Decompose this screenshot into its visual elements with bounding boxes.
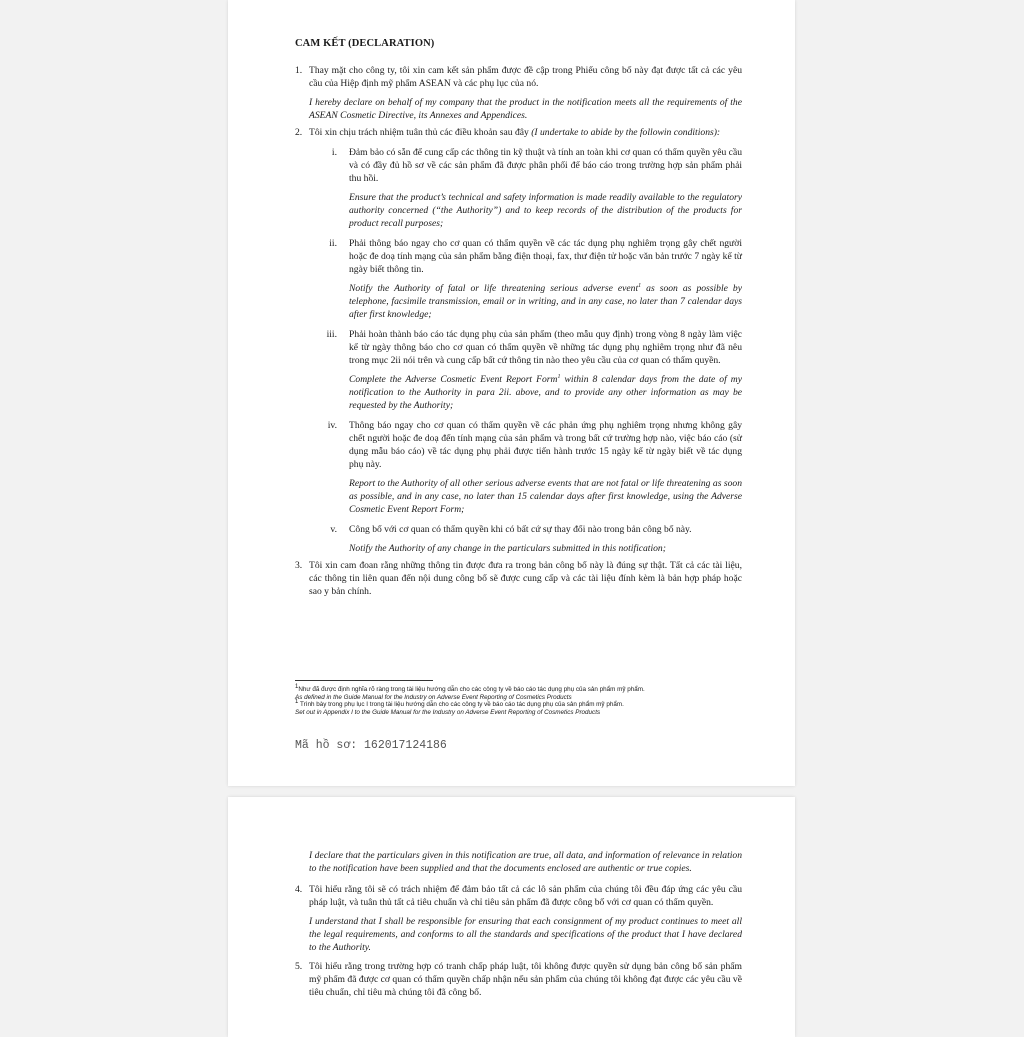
footnote-2-en: Set out in Appendix I to the Guide Manual for the Industry on Adverse Event Reporting of Cosmetics Products	[295, 708, 601, 716]
sub-item-text-vi: Đảm bảo có sẵn để cung cấp các thông tin kỹ thuật và tính an toàn khi cơ quan có thẩm quyền yêu cầu và có đầy đủ hồ sơ về các sản phẩm đã được phân phối để báo cáo trong trường hợp sản phẩm phải thu hồi.	[349, 147, 742, 184]
declaration-item-3-en	[295, 849, 742, 875]
sub-item-v	[309, 523, 742, 555]
sub-item-text-en: Notify the Authority of any change in the particulars submitted in this notification;	[349, 543, 666, 554]
footnote-marker: 1	[295, 699, 299, 706]
footnotes	[295, 683, 742, 716]
sub-item-text-vi: Công bố với cơ quan có thẩm quyền khi có bất cứ sự thay đổi nào trong bản công bố này.	[349, 524, 692, 535]
sub-item-number: iv.	[327, 420, 337, 431]
sub-item-text-vi: Phải hoàn thành báo cáo tác dụng phụ của sản phẩm (theo mẫu quy định) trong vòng 8 ngày làm việc kể từ ngày thông báo cho cơ quan có thẩm quyền về những tác dụng phụ nghiêm trọng như đã nêu trong mục 2ii nói trên và cung cấp bất cứ thông tin nào theo yêu cầu của cơ quan có thẩm quyền.	[349, 329, 742, 366]
item-number: 4.	[295, 884, 303, 895]
footnote-divider	[295, 680, 433, 681]
item-text-vi: Tôi hiểu rằng tôi sẽ có trách nhiệm để đảm bảo tất cả các lô sản phẩm của chúng tôi đều đáp ứng các yêu cầu pháp luật, và tuân thủ tất cả tiêu chuẩn và chỉ tiêu sản phẩm đã được công bố với cơ quan có thẩm quyền.	[309, 884, 742, 908]
item-text-en: I understand that I shall be responsible for ensuring that each consignment of my product continues to meet all the legal requirements, and conforms to all the standards and specifications of the product that I have declared to the Authority.	[309, 916, 742, 953]
document-page-2	[228, 797, 795, 1037]
sub-item-iv	[309, 419, 742, 516]
footnote-marker: 1	[638, 282, 642, 289]
item-text-vi: Tôi xin cam đoan rằng những thông tin được đưa ra trong bản công bố này là đúng sự thật. Tất cả các tài liệu, các thông tin liên quan đến nội dung công bố sẽ được cung cấp và các tài liệu đính kèm là bản hợp pháp hoặc sao y bản chính.	[309, 560, 742, 597]
footnote-text: Trình bày trong phụ lục I trong tài liệu hướng dẫn cho các công ty về báo cáo tác dụng phụ của sản phẩm mỹ phẩm.	[298, 701, 624, 709]
text-segment: within 8 calendar days from the date of my notification to the Authority in para 2ii. above, and to provide any other information as may be requested by the Authority;	[349, 374, 742, 411]
declaration-item-5	[295, 960, 742, 999]
sub-item-text-en: Report to the Authority of all other serious adverse events that are not fatal or life threatening as soon as possible, and in any case, no later than 15 calendar days after first knowledge, using the Adverse Cosmetic Event Report Form;	[349, 478, 742, 515]
text-segment: Notify the Authority of fatal or life threatening serious adverse event	[349, 283, 639, 294]
declaration-item-1	[295, 64, 742, 122]
sub-item-text-en	[349, 282, 742, 321]
footnote-2-vi	[295, 701, 742, 709]
sub-item-i	[309, 146, 742, 230]
text-segment: as soon as possible by telephone, facsimile transmission, email or in writing, and in any case, no later than 7 calendar days after first knowledge;	[349, 283, 742, 320]
sub-item-text-en: Ensure that the product’s technical and safety information is made readily available to the regulatory authority concerned (“the Authority”) and to keep records of the distribution of the products for product recall purposes;	[349, 192, 742, 229]
footnote-marker: 1	[295, 683, 299, 690]
page-title: CAM KẾT (DECLARATION)	[295, 38, 435, 49]
sub-item-number: ii.	[329, 238, 337, 249]
declaration-body-continued	[295, 849, 742, 1005]
sub-item-number: iii.	[326, 329, 337, 340]
sub-item-number: v.	[330, 524, 337, 535]
item-number: 3.	[295, 560, 303, 571]
text-segment: Complete the Adverse Cosmetic Event Report Form	[349, 374, 558, 385]
footnote-1-vi	[295, 683, 742, 694]
sub-item-text-en	[349, 373, 742, 412]
item-text-en: I declare that the particulars given in this notification are true, all data, and information of relevance in relation to the notification have been supplied and that the documents enclosed are authentic or true copies.	[309, 850, 742, 874]
declaration-body	[295, 38, 742, 602]
item-text-vi: Tôi hiểu rằng trong trường hợp có tranh chấp pháp luật, tôi không được quyền sử dụng bản công bố sản phẩm mỹ phẩm đã được cơ quan có thẩm quyền chấp nhận nếu sản phẩm của chúng tôi không đạt được các yêu cầu về tiêu chuẩn, chỉ tiêu mà chúng tôi đã công bố.	[309, 961, 742, 998]
document-page-1	[228, 0, 795, 786]
record-id: Mã hồ sơ: 162017124186	[295, 739, 447, 752]
item-intro	[309, 126, 742, 139]
footnote-text: Như đã được định nghĩa rõ ràng trong tài liệu hướng dẫn cho các công ty về báo cáo tác dụng phụ của sản phẩm mỹ phẩm.	[298, 686, 645, 693]
item-intro-vi: Tôi xin chịu trách nhiệm tuân thủ các điều khoản sau đây	[309, 127, 532, 138]
footnote-1-en: As defined in the Guide Manual for the Industry on Adverse Event Reporting of Cosmetics Products	[295, 693, 572, 701]
sub-item-number: i.	[331, 147, 337, 158]
item-text-vi: Thay mặt cho công ty, tôi xin cam kết sản phẩm được đề cập trong Phiếu công bố này đạt được tất cả các yêu cầu của Hiệp định mỹ phẩm ASEAN và các phụ lục của nó.	[309, 65, 742, 89]
declaration-item-3	[295, 559, 742, 598]
sub-item-iii	[309, 328, 742, 412]
item-intro-en: (I undertake to abide by the followin conditions):	[531, 127, 721, 138]
sub-item-text-vi: Phải thông báo ngay cho cơ quan có thẩm quyền về các tác dụng phụ nghiêm trọng gây chết người hoặc đe doạ tính mạng của sản phẩm bằng điện thoại, fax, thư điện tử hoặc văn bản trước 7 ngày kể từ ngày biết thông tin.	[349, 238, 742, 275]
sub-item-ii	[309, 237, 742, 321]
declaration-item-2	[295, 126, 742, 555]
item-number: 2.	[295, 127, 303, 138]
sub-item-text-vi: Thông báo ngay cho cơ quan có thẩm quyền về các phản ứng phụ nghiêm trọng nhưng không gây chết người hoặc đe doạ đến tính mạng của sản phẩm và trong bất cứ trường hợp nào, việc báo cáo (sử dụng mẫu báo cáo) về tác dụng phụ phải được tiến hành trước 15 ngày kể từ ngày biết về tác dụng phụ này.	[349, 420, 742, 470]
item-number: 5.	[295, 961, 303, 972]
item-number: 1.	[295, 65, 303, 76]
item-text-en: I hereby declare on behalf of my company that the product in the notification meets all the requirements of the ASEAN Cosmetic Directive, its Annexes and Appendices.	[309, 97, 742, 121]
declaration-item-4	[295, 883, 742, 954]
footnote-marker: 1	[557, 373, 561, 380]
